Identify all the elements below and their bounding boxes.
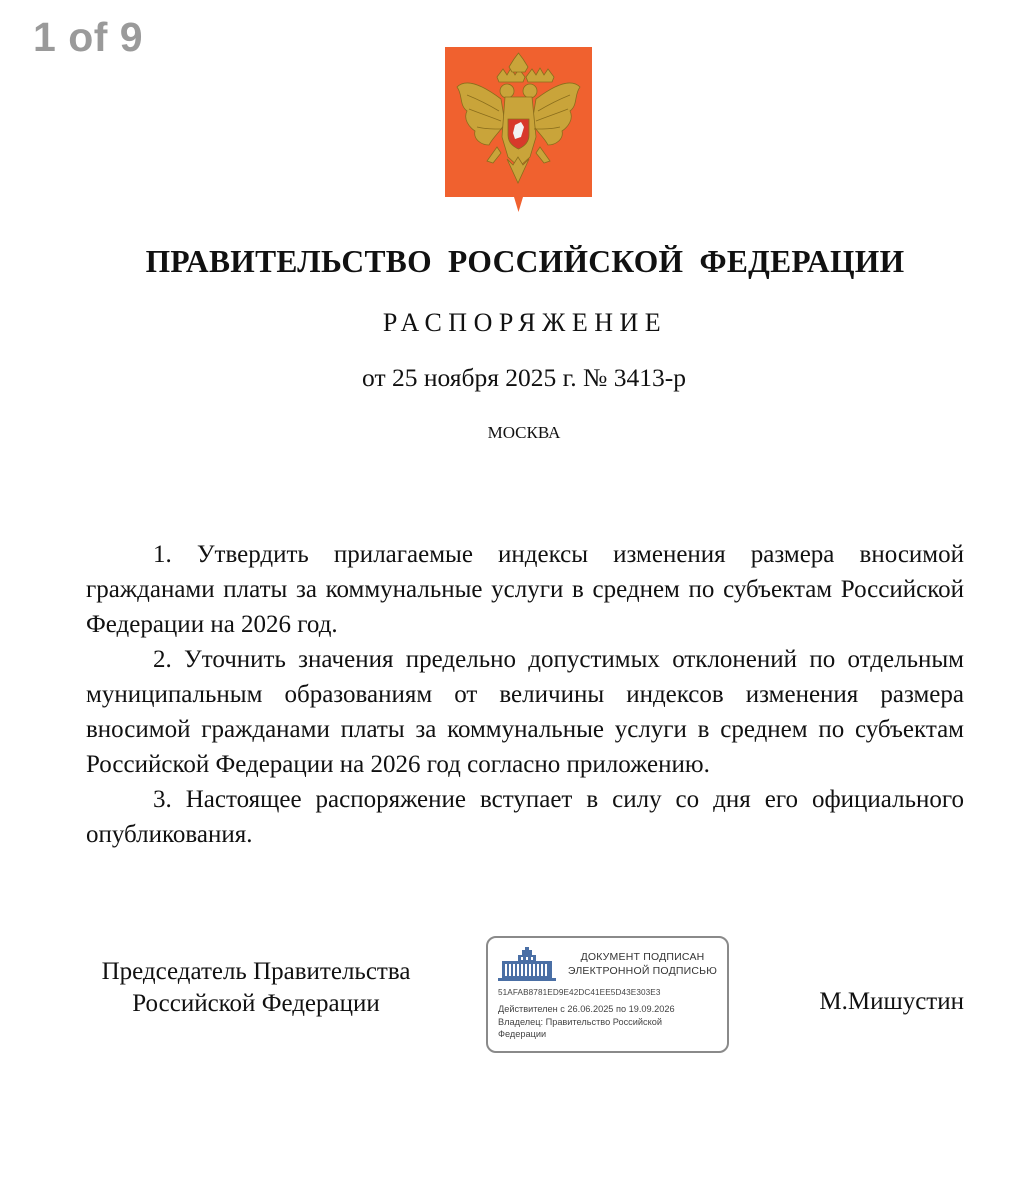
signatory-position-line-2: Российской Федерации [132, 990, 380, 1017]
paragraph-2: 2. Уточнить значения предельно допустимых отклонений по отдельным муниципальным образованиям от величины индексов изменения размера вносимой гражданами платы за коммунальные услуги в среднем по субъектам Российской Федерации на 2026 год согласно приложению. [86, 646, 964, 778]
document-type: РАСПОРЯЖЕНИЕ [382, 308, 668, 337]
stamp-title [560, 950, 725, 978]
document-city: МОСКВА [487, 423, 561, 442]
stamp-title-line-1: ДОКУМЕНТ ПОДПИСАН [580, 951, 705, 963]
stamp-validity: Действителен с 26.06.2025 по 19.09.2026 [498, 1004, 675, 1014]
signatory-name: М.Мишустин [819, 988, 964, 1015]
page-counter: 1 of 9 [33, 14, 144, 60]
paragraph-1: 1. Утвердить прилагаемые индексы изменения размера вносимой гражданами платы за коммунальные услуги в среднем по субъектам Российской Федерации на 2026 год. [86, 541, 964, 638]
document-body [86, 537, 964, 852]
document-date-number: от 25 ноября 2025 г. № 3413-р [362, 363, 686, 392]
stamp-owner: Владелец: Правительство Российской Федерации [498, 1017, 662, 1039]
signatory-position-line-1: Председатель Правительства [101, 958, 411, 985]
document-header-title: ПРАВИТЕЛЬСТВО РОССИЙСКОЙ ФЕДЕРАЦИИ [145, 244, 905, 279]
stamp-title-line-2: ЭЛЕКТРОННОЙ ПОДПИСЬЮ [567, 965, 718, 977]
stamp-certificate-hash: 51AFAB8781ED9E42DC41EE5D43E303E3 [498, 988, 661, 997]
paragraph-3: 3. Настоящее распоряжение вступает в силу со дня его официального опубликования. [86, 786, 964, 848]
government-building-icon [498, 947, 556, 981]
signatory-position [86, 956, 426, 1020]
russian-coat-of-arms-icon [445, 47, 592, 212]
electronic-signature-stamp [486, 936, 729, 1053]
